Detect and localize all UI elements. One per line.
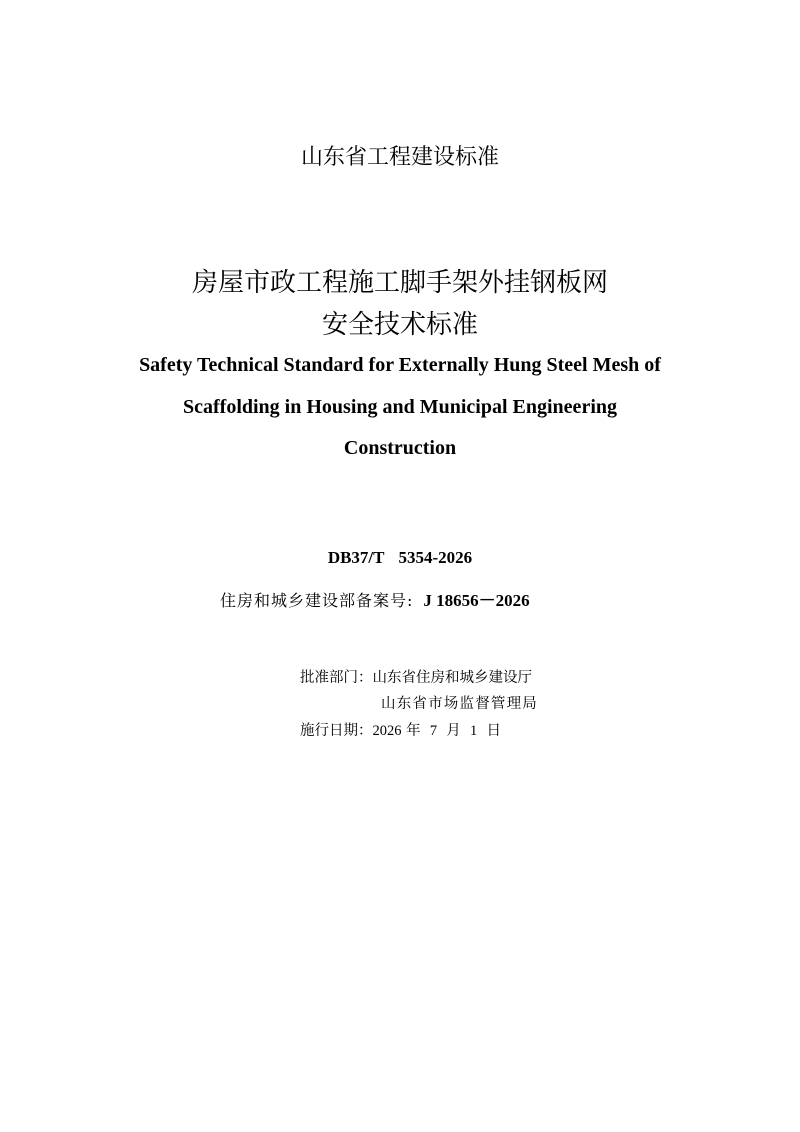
record-number-line bbox=[220, 589, 530, 613]
effective-date-label: 施行日期： bbox=[300, 723, 373, 739]
standard-code-number: 5354-2026 bbox=[398, 548, 473, 567]
effective-date-day-unit: 日 bbox=[486, 723, 501, 739]
approval-department-1: 山东省住房和城乡建设厅 bbox=[372, 670, 532, 686]
approval-department-2: 山东省市场监督管理局 bbox=[381, 696, 538, 712]
effective-date-year: 2026 bbox=[372, 723, 402, 739]
standard-series-heading: 山东省工程建设标准 bbox=[300, 145, 499, 170]
approval-department-line bbox=[300, 667, 532, 689]
english-title-line-2: Scaffolding in Housing and Municipal Engineering bbox=[183, 396, 617, 418]
standard-code-prefix: DB37/T bbox=[327, 548, 385, 567]
effective-date-day: 1 bbox=[470, 723, 478, 739]
chinese-title-line-2: 安全技术标准 bbox=[321, 310, 478, 340]
english-title-line-3: Construction bbox=[343, 437, 457, 459]
record-number-label: 住房和城乡建设部备案号: bbox=[220, 591, 414, 610]
record-number-value: J 18656－2026 bbox=[423, 591, 530, 610]
approval-department-label: 批准部门： bbox=[300, 670, 373, 686]
standard-code bbox=[0, 546, 800, 570]
effective-date-month: 7 bbox=[429, 723, 438, 739]
effective-date-month-unit: 月 bbox=[446, 723, 461, 739]
chinese-title-line-1: 房屋市政工程施工脚手架外挂钢板网 bbox=[191, 268, 608, 298]
effective-date-line bbox=[300, 720, 501, 742]
english-title-line-1: Safety Technical Standard for Externally Hung Steel Mesh of bbox=[139, 354, 661, 376]
effective-date-year-unit: 年 bbox=[406, 723, 421, 739]
